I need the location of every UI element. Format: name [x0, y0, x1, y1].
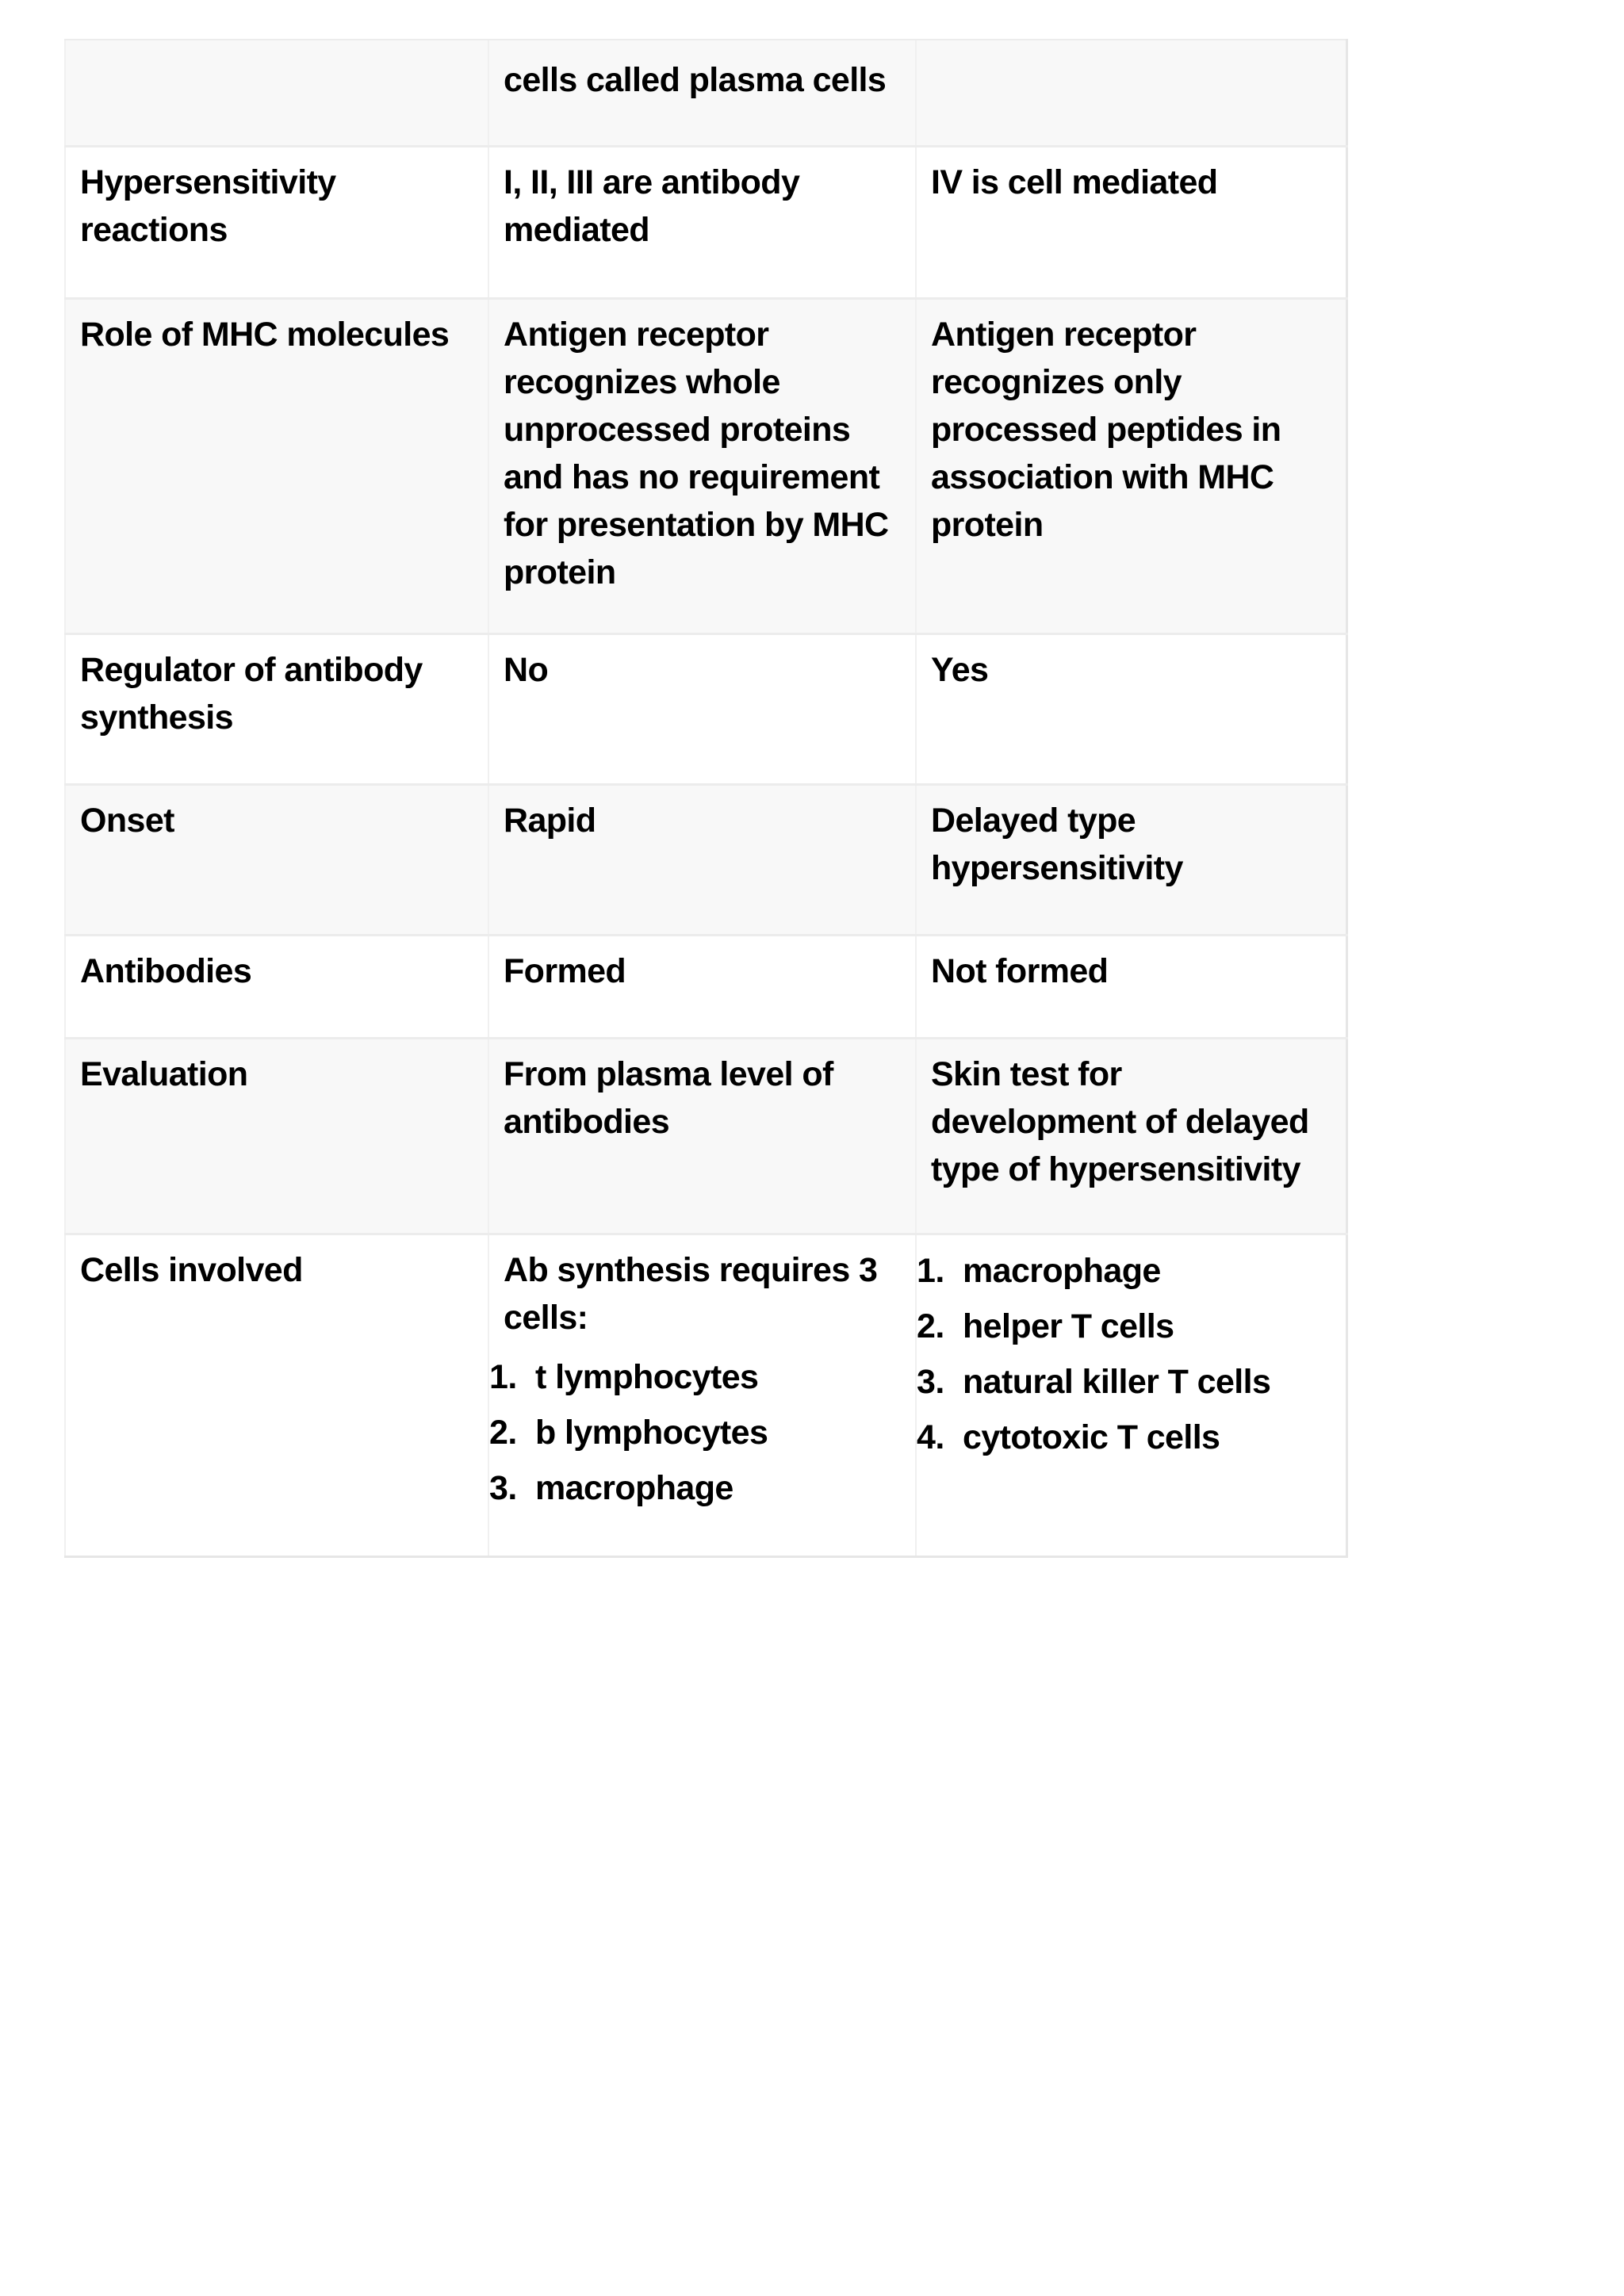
list-number: 4. — [917, 1418, 944, 1456]
cell-mediated-cell: Antigen receptor recognizes only processed peptides in association with MHC protein — [916, 299, 1346, 634]
row-label: Antibodies — [65, 936, 488, 1039]
list-text: macrophage — [535, 1469, 733, 1507]
table-row — [65, 1039, 1346, 1234]
table-row — [65, 785, 1346, 936]
list-text: cytotoxic T cells — [963, 1418, 1220, 1456]
humoral-cell: From plasma level of antibodies — [488, 1039, 916, 1234]
row-label: Onset — [65, 785, 488, 936]
row-label: Regulator of antibody synthesis — [65, 634, 488, 785]
humoral-cell: No — [488, 634, 916, 785]
cell-mediated-cell — [916, 1234, 1346, 1557]
cell-mediated-cell: Delayed type hypersensitivity — [916, 785, 1346, 936]
list-item — [489, 1405, 902, 1460]
row-label: Hypersensitivity reactions — [65, 147, 488, 299]
row-label — [65, 40, 488, 147]
list-number: 1. — [917, 1252, 944, 1290]
row-label: Cells involved — [65, 1234, 488, 1557]
table-row — [65, 299, 1346, 634]
cells-intro: Ab synthesis requires 3 cells: — [504, 1251, 878, 1337]
cell-mediated-cell: Not formed — [916, 936, 1346, 1039]
list-item — [917, 1410, 1333, 1465]
list-item — [917, 1299, 1333, 1354]
list-number: 2. — [917, 1307, 944, 1345]
table-row — [65, 634, 1346, 785]
cell-mediated-cell: Skin test for development of delayed type of hypersensitivity — [916, 1039, 1346, 1234]
list-text: natural killer T cells — [963, 1363, 1271, 1401]
list-number: 3. — [489, 1469, 517, 1507]
list-number: 1. — [489, 1358, 517, 1396]
row-label: Role of MHC molecules — [65, 299, 488, 634]
table-row — [65, 147, 1346, 299]
list-item — [489, 1349, 902, 1405]
list-text: t lymphocytes — [535, 1358, 759, 1396]
humoral-cell: Antigen receptor recognizes whole unprocessed proteins and has no requirement for presentation by MHC protein — [488, 299, 916, 634]
cell-mediated-cell: IV is cell mediated — [916, 147, 1346, 299]
table-row — [65, 40, 1346, 147]
humoral-cells-list — [489, 1349, 902, 1516]
table-row — [65, 1234, 1346, 1557]
row-label: Evaluation — [65, 1039, 488, 1234]
humoral-cell: I, II, III are antibody mediated — [488, 147, 916, 299]
humoral-cell — [488, 1234, 916, 1557]
cell-mediated-cells-list — [917, 1243, 1333, 1465]
list-text: helper T cells — [963, 1307, 1174, 1345]
humoral-cell: Rapid — [488, 785, 916, 936]
table-row — [65, 936, 1346, 1039]
list-text: b lymphocytes — [535, 1414, 768, 1452]
humoral-cell: Formed — [488, 936, 916, 1039]
list-number: 2. — [489, 1414, 517, 1452]
list-number: 3. — [917, 1363, 944, 1401]
humoral-cell: cells called plasma cells — [488, 40, 916, 147]
comparison-table — [64, 39, 1348, 1558]
cell-mediated-cell — [916, 40, 1346, 147]
list-item — [917, 1354, 1333, 1410]
list-item — [917, 1243, 1333, 1299]
list-item — [489, 1460, 902, 1516]
cell-mediated-cell: Yes — [916, 634, 1346, 785]
list-text: macrophage — [963, 1252, 1161, 1290]
